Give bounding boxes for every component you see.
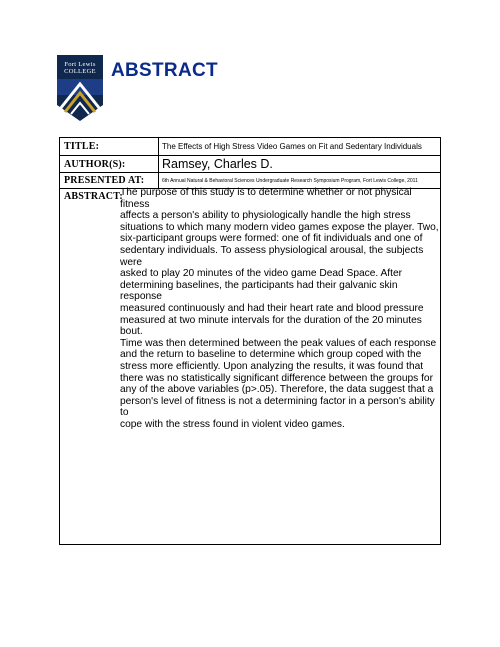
abstract-label: ABSTRACT: (64, 191, 123, 202)
column-divider (158, 138, 159, 155)
title-value: The Effects of High Stress Video Games on Fit and Sedentary Individuals (162, 142, 422, 151)
title-label: TITLE: (64, 141, 100, 152)
column-divider (158, 156, 159, 172)
author-label: AUTHOR(S): (64, 159, 126, 170)
author-row (60, 156, 440, 173)
author-value: Ramsey, Charles D. (162, 157, 273, 171)
abstract-form (59, 137, 441, 545)
title-row (60, 138, 440, 156)
mountain-emblem-icon (57, 79, 103, 121)
column-divider (158, 173, 159, 188)
presented-label: PRESENTED AT: (64, 175, 145, 186)
college-logo (57, 55, 103, 121)
abstract-body: The purpose of this study is to determine whether or not physical fitness affects a person's ability to physiologically handle the high stress situations to which many modern video games expose the player. Two, six-participant groups were formed: one of fit individuals and one of sedentary individuals. To assess physiological arousal, the subjects were asked to play 20 minutes of the video game Dead Space. After determining baselines, the participants had their galvanic skin response measured continuously and had their heart rate and blood pressure measured at two minute intervals for the duration of the 20 minutes bout. Time was then determined between the peak values of each response and the return to baseline to determine which group coped with the stress more efficiently. Upon analyzing the results, it was found that there was no statistically significant difference between the groups for any of the above variables (p>.05). Therefore, the data suggest that a person's level of fitness is not a determining factor in a person's ability to cope with the stress found in violent video games. (120, 187, 439, 430)
logo-text-line1: Fort Lewis (64, 61, 96, 68)
presented-value: 6th Annual Natural & Behavioral Sciences Undergraduate Research Symposium Program, Fort Lewis College, 2011 (162, 178, 418, 184)
logo-text-line2: COLLEGE (64, 68, 96, 75)
page-heading: ABSTRACT (111, 60, 218, 81)
